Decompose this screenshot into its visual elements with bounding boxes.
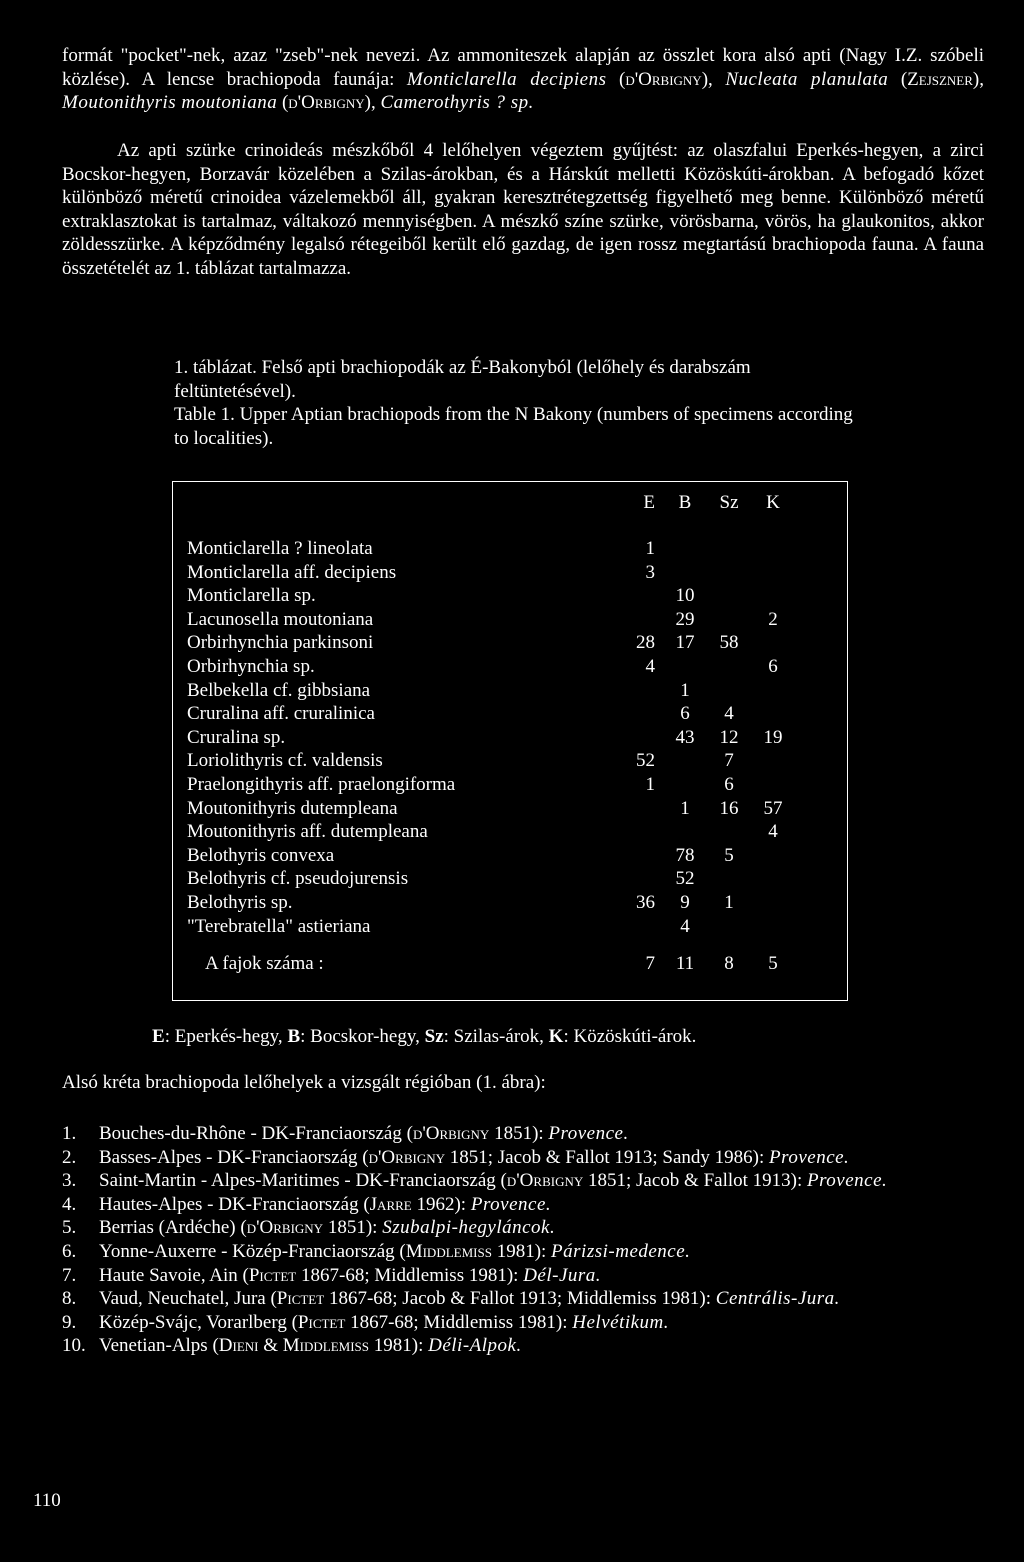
item-number: 3. [62, 1170, 77, 1192]
table-cell [663, 820, 707, 844]
author-name: Middlemiss [405, 1240, 492, 1262]
species-name: Monticlarella sp. [187, 585, 316, 607]
site-text: Hautes-Alpes - DK-Franciaország ( [99, 1193, 370, 1215]
author-name: d'Orbigny [288, 92, 365, 114]
site-text: Közép-Svájc, Vorarlberg ( [99, 1311, 298, 1333]
author-name: Pictet [248, 1264, 297, 1286]
reference-text: 1851): [323, 1217, 383, 1239]
region-name: Provence. [769, 1146, 850, 1168]
table-cell: 1 [645, 538, 655, 559]
table-cell: 12 [719, 726, 739, 748]
table-cell [619, 584, 663, 608]
author-name: d'Orbigny [625, 68, 702, 90]
taxon-name: Moutonithyris moutoniana [62, 92, 278, 114]
site-text: Saint-Martin - Alpes-Maritimes - DK-Franciaország ( [99, 1170, 507, 1192]
table-cell: 28 [636, 632, 655, 654]
site-list-item [62, 1122, 984, 1146]
table-row [187, 749, 795, 773]
table-row [187, 655, 795, 679]
table-cell [707, 584, 751, 608]
table-cell: 5 [768, 953, 778, 975]
author-name: Dieni & Middlemiss [218, 1335, 369, 1357]
table-cell: 36 [636, 891, 655, 913]
table-cell [751, 915, 795, 939]
table-cell [663, 655, 707, 679]
table-cell [707, 867, 751, 891]
table-cell [619, 797, 663, 821]
site-text: Basses-Alpes - DK-Franciaország ( [99, 1146, 369, 1168]
table-row [187, 631, 795, 655]
table-cell [707, 537, 751, 561]
table-cell: 1 [724, 891, 734, 913]
species-name: Monticlarella aff. decipiens [187, 561, 397, 583]
table-cell: 78 [675, 844, 695, 866]
site-list-item [62, 1264, 984, 1288]
table-cell: 4 [680, 915, 690, 937]
table-row [187, 702, 795, 726]
table-cell [663, 749, 707, 773]
caption-english: Table 1. Upper Aptian brachiopods from the N Bakony (numbers of specimens according to localities). [174, 404, 853, 449]
column-header: Sz [719, 492, 739, 513]
paragraph-text: Az apti szürke crinoideás mészkőből 4 lelőhelyen végeztem gyűjtést: az olaszfalui Eperkés-hegyen, a zirci Bocskor-hegyen, Borzavár közelében a Szilas-árokban, és a Hárskút melletti Közöskúti-árokban. A befogadó kőzet különböző méretű crinoidea vázelemekből áll, gyakran keresztrétegzettség figyelhető meg benne. Különböző méretű extraklasztokat is tartalmaz, váltakozó mennyiségben. A mészkő színe szürke, vörösbarna, vörös, ha glaukonitos, akkor zöldesszürke. A képződmény legalsó rétegeiből került elő gazdag, de igen rossz megtartású brachiopoda fauna. A fauna összetételét az 1. táblázat tartalmazza. [62, 140, 984, 279]
species-name: Moutonithyris aff. dutempleana [187, 821, 428, 843]
table-cell: 7 [645, 953, 655, 975]
site-text: Vaud, Neuchatel, Jura ( [99, 1288, 277, 1310]
region-name: Provence. [548, 1123, 629, 1144]
table-cell [751, 584, 795, 608]
table-cell: 58 [719, 632, 739, 654]
table-cell: 57 [763, 797, 783, 819]
table-cell [751, 702, 795, 726]
table-cell: 4 [724, 703, 734, 725]
item-number: 9. [62, 1311, 77, 1333]
table-cell: 9 [680, 891, 690, 913]
table-cell: 10 [675, 585, 695, 607]
table-cell [707, 820, 751, 844]
table-cell [619, 726, 663, 750]
table-cell: 43 [675, 726, 695, 748]
table-row [187, 679, 795, 703]
site-text: Bouches-du-Rhône - DK-Franciaország ( [99, 1123, 413, 1144]
author-name: d'Orbigny [412, 1123, 490, 1144]
species-name: Moutonithyris dutempleana [187, 797, 398, 819]
table-cell [707, 655, 751, 679]
item-number: 5. [62, 1217, 77, 1239]
body-paragraph [62, 139, 984, 281]
site-list-item [62, 1287, 984, 1311]
table-cell [707, 608, 751, 632]
site-list-item [62, 1311, 984, 1335]
site-text: Haute Savoie, Ain ( [99, 1264, 249, 1286]
taxon-name: Monticlarella decipiens [406, 68, 607, 90]
region-name: Centrális-Jura. [715, 1288, 840, 1310]
item-number: 2. [62, 1146, 77, 1168]
table-cell [619, 844, 663, 868]
table-cell [663, 773, 707, 797]
region-name: Helvétikum. [572, 1311, 670, 1333]
reference-text: 1851; Jacob & Fallot 1913; Sandy 1986): [444, 1146, 770, 1168]
author-name: Zejszner [907, 68, 973, 90]
reference-text: 1981): [369, 1335, 429, 1357]
table-row [187, 867, 795, 891]
table-cell [619, 867, 663, 891]
site-list-item [62, 1240, 984, 1264]
species-name: Belothyris cf. pseudojurensis [187, 868, 409, 890]
species-name: Belothyris convexa [187, 844, 335, 866]
table-cell: 6 [724, 773, 734, 795]
table-cell: 6 [768, 655, 778, 677]
table-cell: 1 [680, 797, 690, 819]
item-number: 6. [62, 1240, 77, 1262]
site-list-item [62, 1146, 984, 1170]
species-name: Belothyris sp. [187, 891, 293, 913]
table-row [187, 820, 795, 844]
table-cell: 52 [636, 750, 655, 772]
site-list-item [62, 1216, 984, 1240]
table-cell [619, 608, 663, 632]
reference-text: 1867-68; Jacob & Fallot 1913; Middlemiss 1981): [324, 1288, 716, 1310]
table-row [187, 773, 795, 797]
reference-text: 1851; Jacob & Fallot 1913): [583, 1170, 808, 1192]
species-name: Praelongithyris aff. praelongiforma [187, 773, 456, 795]
table-cell [751, 891, 795, 915]
table-row [187, 726, 795, 750]
site-list-item [62, 1193, 984, 1217]
table-cell [751, 679, 795, 703]
item-number: 4. [62, 1193, 77, 1215]
species-name: Lacunosella moutoniana [187, 608, 374, 630]
table-cell [751, 561, 795, 585]
species-name: Loriolithyris cf. valdensis [187, 750, 383, 772]
total-label: A fajok száma : [205, 953, 324, 975]
species-name: Orbirhynchia parkinsoni [187, 632, 374, 654]
species-name: Cruralina aff. cruralinica [187, 703, 375, 725]
region-name: Dél-Jura. [523, 1264, 602, 1286]
author-name: d'Orbigny [246, 1217, 324, 1239]
table-cell [619, 702, 663, 726]
table-legend: E: Eperkés-hegy, B: Bocskor-hegy, Sz: Szilas-árok, K: Közöskúti-árok. [152, 1026, 697, 1047]
table-cell [663, 537, 707, 561]
reference-text: 1962): [411, 1193, 471, 1215]
table-cell [707, 561, 751, 585]
column-header: E [643, 492, 655, 513]
table-cell [751, 773, 795, 797]
author-name: d'Orbigny [368, 1146, 445, 1168]
table-cell: 5 [724, 844, 734, 866]
author-name: d'Orbigny [506, 1170, 584, 1192]
table-cell: 1 [645, 773, 655, 795]
page-number: 110 [33, 1490, 61, 1511]
site-text: Berrias (Ardéche) ( [99, 1217, 247, 1239]
intro-paragraph: formát "pocket"-nek, azaz "zseb"-nek nevezi. Az ammoniteszek alapján az összlet kora alsó apti (Nagy I.Z. szóbeli közlése). A lencse brachiopoda faunája: Monticlarella decipiens (d'Orbigny), Nucleata planulata (Zejszner), Moutonithyris moutoniana (d'Orbigny), Camerothyris ? sp. [62, 45, 984, 114]
reference-text: 1867-68; Middlemiss 1981): [296, 1264, 524, 1286]
table-row [187, 844, 795, 868]
author-name: Jarre [369, 1193, 412, 1215]
brachiopod-table [172, 481, 848, 1001]
table-row [187, 891, 795, 915]
species-name: Monticlarella ? lineolata [187, 538, 373, 559]
table-row [187, 561, 795, 585]
sites-list [62, 1122, 984, 1358]
site-list-item [62, 1169, 984, 1193]
table-cell: 4 [645, 655, 655, 677]
region-name: Déli-Alpok. [428, 1335, 522, 1357]
table-cell: 7 [724, 750, 734, 772]
region-name: Párizsi-medence. [551, 1240, 691, 1262]
region-name: Provence. [470, 1193, 552, 1215]
table-cell [751, 867, 795, 891]
column-header: B [678, 492, 692, 513]
table-cell: 4 [768, 821, 778, 843]
table-cell: 19 [763, 726, 783, 748]
table-cell: 1 [680, 679, 690, 701]
item-number: 1. [62, 1123, 77, 1144]
table-cell: 6 [680, 703, 690, 725]
table-row [187, 915, 795, 939]
region-name: Provence. [807, 1170, 888, 1192]
author-name: Pictet [297, 1311, 346, 1333]
taxon-name: Camerothyris ? sp. [380, 92, 534, 114]
table-cell [751, 844, 795, 868]
species-name: "Terebratella" astieriana [187, 915, 371, 937]
item-number: 7. [62, 1264, 77, 1286]
item-number: 10. [62, 1335, 86, 1357]
table-cell [751, 749, 795, 773]
author-name: Pictet [276, 1288, 325, 1310]
table-total-row [187, 938, 795, 976]
table-header-row [187, 482, 795, 524]
region-name: Szubalpi-hegyláncok. [382, 1217, 556, 1239]
table-cell: 29 [675, 608, 695, 630]
table-cell [619, 820, 663, 844]
table-row [187, 537, 795, 561]
table-cell: 17 [675, 632, 695, 654]
table-cell [663, 561, 707, 585]
reference-text: 1867-68; Middlemiss 1981): [345, 1311, 573, 1333]
table-cell: 2 [768, 608, 778, 630]
table-cell: 8 [724, 953, 734, 975]
table-cell: 11 [675, 953, 695, 975]
reference-text: 1981): [491, 1240, 552, 1262]
species-name: Belbekella cf. gibbsiana [187, 679, 371, 701]
species-name: Orbirhynchia sp. [187, 655, 315, 677]
sites-heading: Alsó kréta brachiopoda lelőhelyek a vizsgált régióban (1. ábra): [62, 1072, 546, 1093]
table-cell: 3 [645, 561, 655, 583]
table-cell [707, 915, 751, 939]
caption-hungarian: 1. táblázat. Felső apti brachiopodák az É-Bakonyból (lelőhely és darabszám feltüntetésével). [174, 357, 751, 402]
site-list-item [62, 1334, 984, 1358]
table-cell [751, 537, 795, 561]
table-cell: 16 [719, 797, 739, 819]
table-cell [619, 679, 663, 703]
table-cell [619, 915, 663, 939]
table-caption [174, 356, 854, 450]
table-cell [707, 679, 751, 703]
item-number: 8. [62, 1288, 77, 1310]
table-cell: 52 [675, 868, 695, 890]
taxon-name: Nucleata planulata [725, 68, 889, 90]
intro-text: formát "pocket"-nek, azaz "zseb"-nek nevezi. Az ammoniteszek alapján az összlet kora alsó apti (Nagy I.Z. szóbeli közlése). A lencse brachiopoda faunája: [62, 45, 984, 90]
table-row [187, 797, 795, 821]
column-header: K [766, 492, 780, 513]
site-text: Yonne-Auxerre - Közép-Franciaország ( [99, 1240, 406, 1262]
reference-text: 1851): [489, 1123, 549, 1144]
table-cell [751, 631, 795, 655]
table-row [187, 608, 795, 632]
species-name: Cruralina sp. [187, 726, 286, 748]
site-text: Venetian-Alps ( [99, 1335, 219, 1357]
table-row [187, 584, 795, 608]
